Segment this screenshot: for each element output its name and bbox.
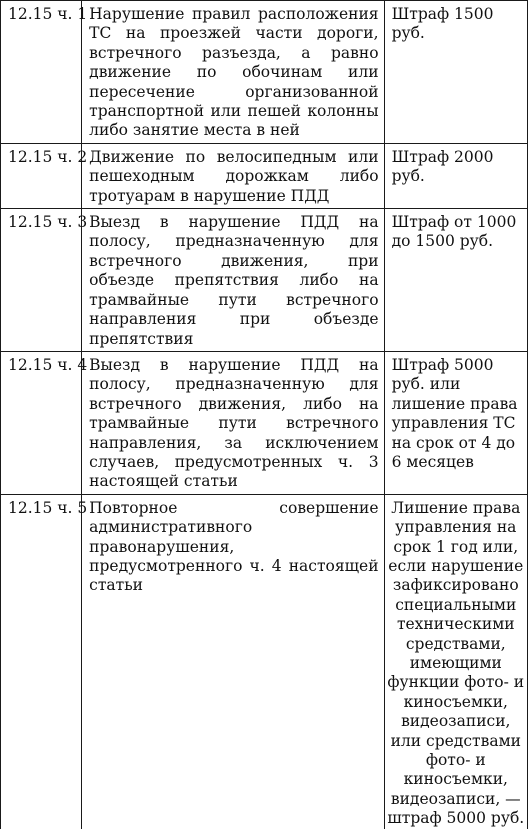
table-row — [1, 1, 528, 144]
penalty-cell: Штраф 5000 руб. или лишение права управления ТС на срок от 4 до 6 месяцев — [384, 351, 527, 494]
article-cell: 12.15 ч. 1 — [1, 1, 82, 144]
table-row — [1, 494, 528, 828]
violation-cell: Выезд в нарушение ПДД на полосу, предназначенную для встречного движения, либо на трамвайные пути встречного направления, за исключением случаев, предусмотренных ч. 3 настоящей статьи — [82, 351, 384, 494]
penalty-cell: Штраф от 1000 до 1500 руб. — [384, 209, 527, 352]
violation-cell: Нарушение правил расположения ТС на проезжей части дороги, встречного разъезда, а равно движение по обочинам или пересечение организованной транспортной или пешей колонны либо занятие места в ней — [82, 1, 384, 144]
article-cell: 12.15 ч. 5 — [1, 494, 82, 828]
penalty-cell: Лишение права управления на срок 1 год или, если нарушение зафиксировано специальными техническими средствами, имеющими функции фото- и киносъемки, видеозаписи, или средствами фото- и киносъемки, видеозаписи, — штраф 5000 руб. — [384, 494, 527, 828]
violation-cell: Движение по велосипедным или пешеходным дорожкам либо тротуарам в нарушение ПДД — [82, 143, 384, 208]
article-cell: 12.15 ч. 2 — [1, 143, 82, 208]
violation-cell: Выезд в нарушение ПДД на полосу, предназначенную для встречного движения, при объезде препятствия либо на трамвайные пути встречного направления при объезде препятствия — [82, 209, 384, 352]
penalty-cell: Штраф 1500 руб. — [384, 1, 527, 144]
table-row — [1, 209, 528, 352]
table-row — [1, 143, 528, 208]
table-row — [1, 351, 528, 494]
violation-cell: Повторное совершение административного правонарушения, предусмотренного ч. 4 настоящей статьи — [82, 494, 384, 828]
article-cell: 12.15 ч. 3 — [1, 209, 82, 352]
article-cell: 12.15 ч. 4 — [1, 351, 82, 494]
penalty-cell: Штраф 2000 руб. — [384, 143, 527, 208]
